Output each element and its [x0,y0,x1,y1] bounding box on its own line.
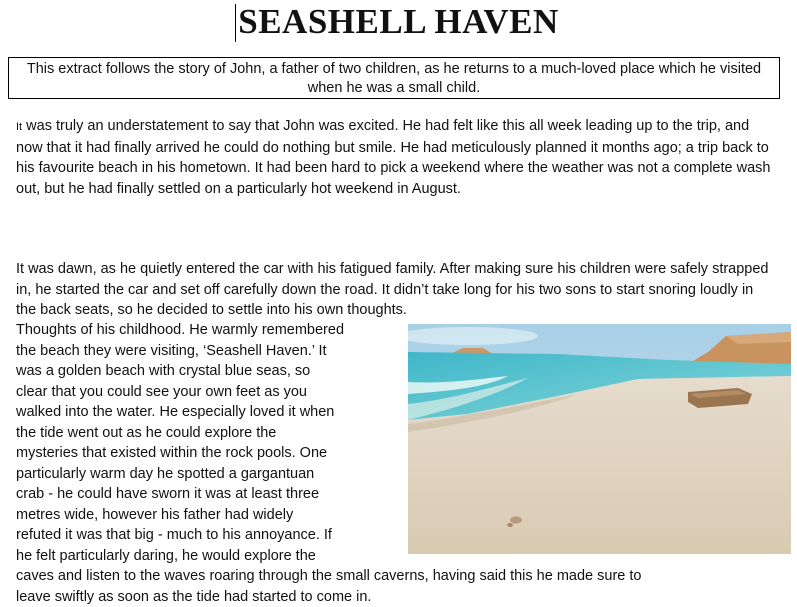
wrapped-line: mysteries that existed within the rock pools. One [16,443,401,464]
wrapped-line: the tide went out as he could explore the [16,423,401,444]
wrapped-line: particularly warm day he spotted a gargantuan [16,464,401,485]
wrapped-line: clear that you could see your own feet as you [16,382,401,403]
pebble-small [507,523,513,527]
paragraph-2-text: It was dawn, as he quietly entered the car with his fatigued family. After making sure his children were safely strapped in, he started the car and set off carefully down the road. It didn’t take long for his two sons to start snoring loudly in the back seats, so he decided to settle into his own thoughts. [16,261,769,318]
wrapped-line: was a golden beach with crystal blue seas, so [16,361,401,382]
intro-box [8,57,780,99]
wrapped-line: walked into the water. He especially loved it when [16,402,401,423]
wrapped-line: the beach they were visiting, ‘Seashell Haven.’ It [16,341,401,362]
document-title [0,2,797,42]
bottom-line: leave swiftly as soon as the tide had started to come in. [16,587,776,607]
wrapped-line: metres wide, however his father had widely [16,505,401,526]
wrapped-line: crab - he could have sworn it was at least three [16,484,401,505]
beach-illustration [408,324,791,554]
bottom-line: caves and listen to the waves roaring through the small caverns, having said this he made sure to [16,566,776,587]
wrapped-paragraph [16,320,401,566]
text-cursor [235,4,236,42]
paragraph-2 [16,259,776,321]
paragraph-1-text: was truly an understatement to say that John was excited. He had felt like this all week leading up to the trip, and now that it had finally arrived he could do nothing but smile. He had meticulously planned it months ago; a trip back to his favourite beach in his hometown. It had been hard to pick a weekend where the weather was not a complete wash out, but he had finally settled on a particularly hot weekend in August. [16,118,770,197]
intro-text: This extract follows the story of John, a father of two children, as he returns to a much-loved place which he visited when he was a small child. [27,61,761,96]
wrapped-line: he felt particularly daring, he would explore the [16,546,401,567]
title-text: SEASHELL HAVEN [238,2,559,41]
wrapped-line: refuted it was that big - much to his annoyance. If [16,525,401,546]
paragraph-1 [16,116,776,199]
wrapped-line: Thoughts of his childhood. He warmly remembered [16,320,401,341]
paragraph-1-first-word: It [16,121,22,133]
bottom-paragraph [16,566,776,607]
pebble [510,517,522,524]
